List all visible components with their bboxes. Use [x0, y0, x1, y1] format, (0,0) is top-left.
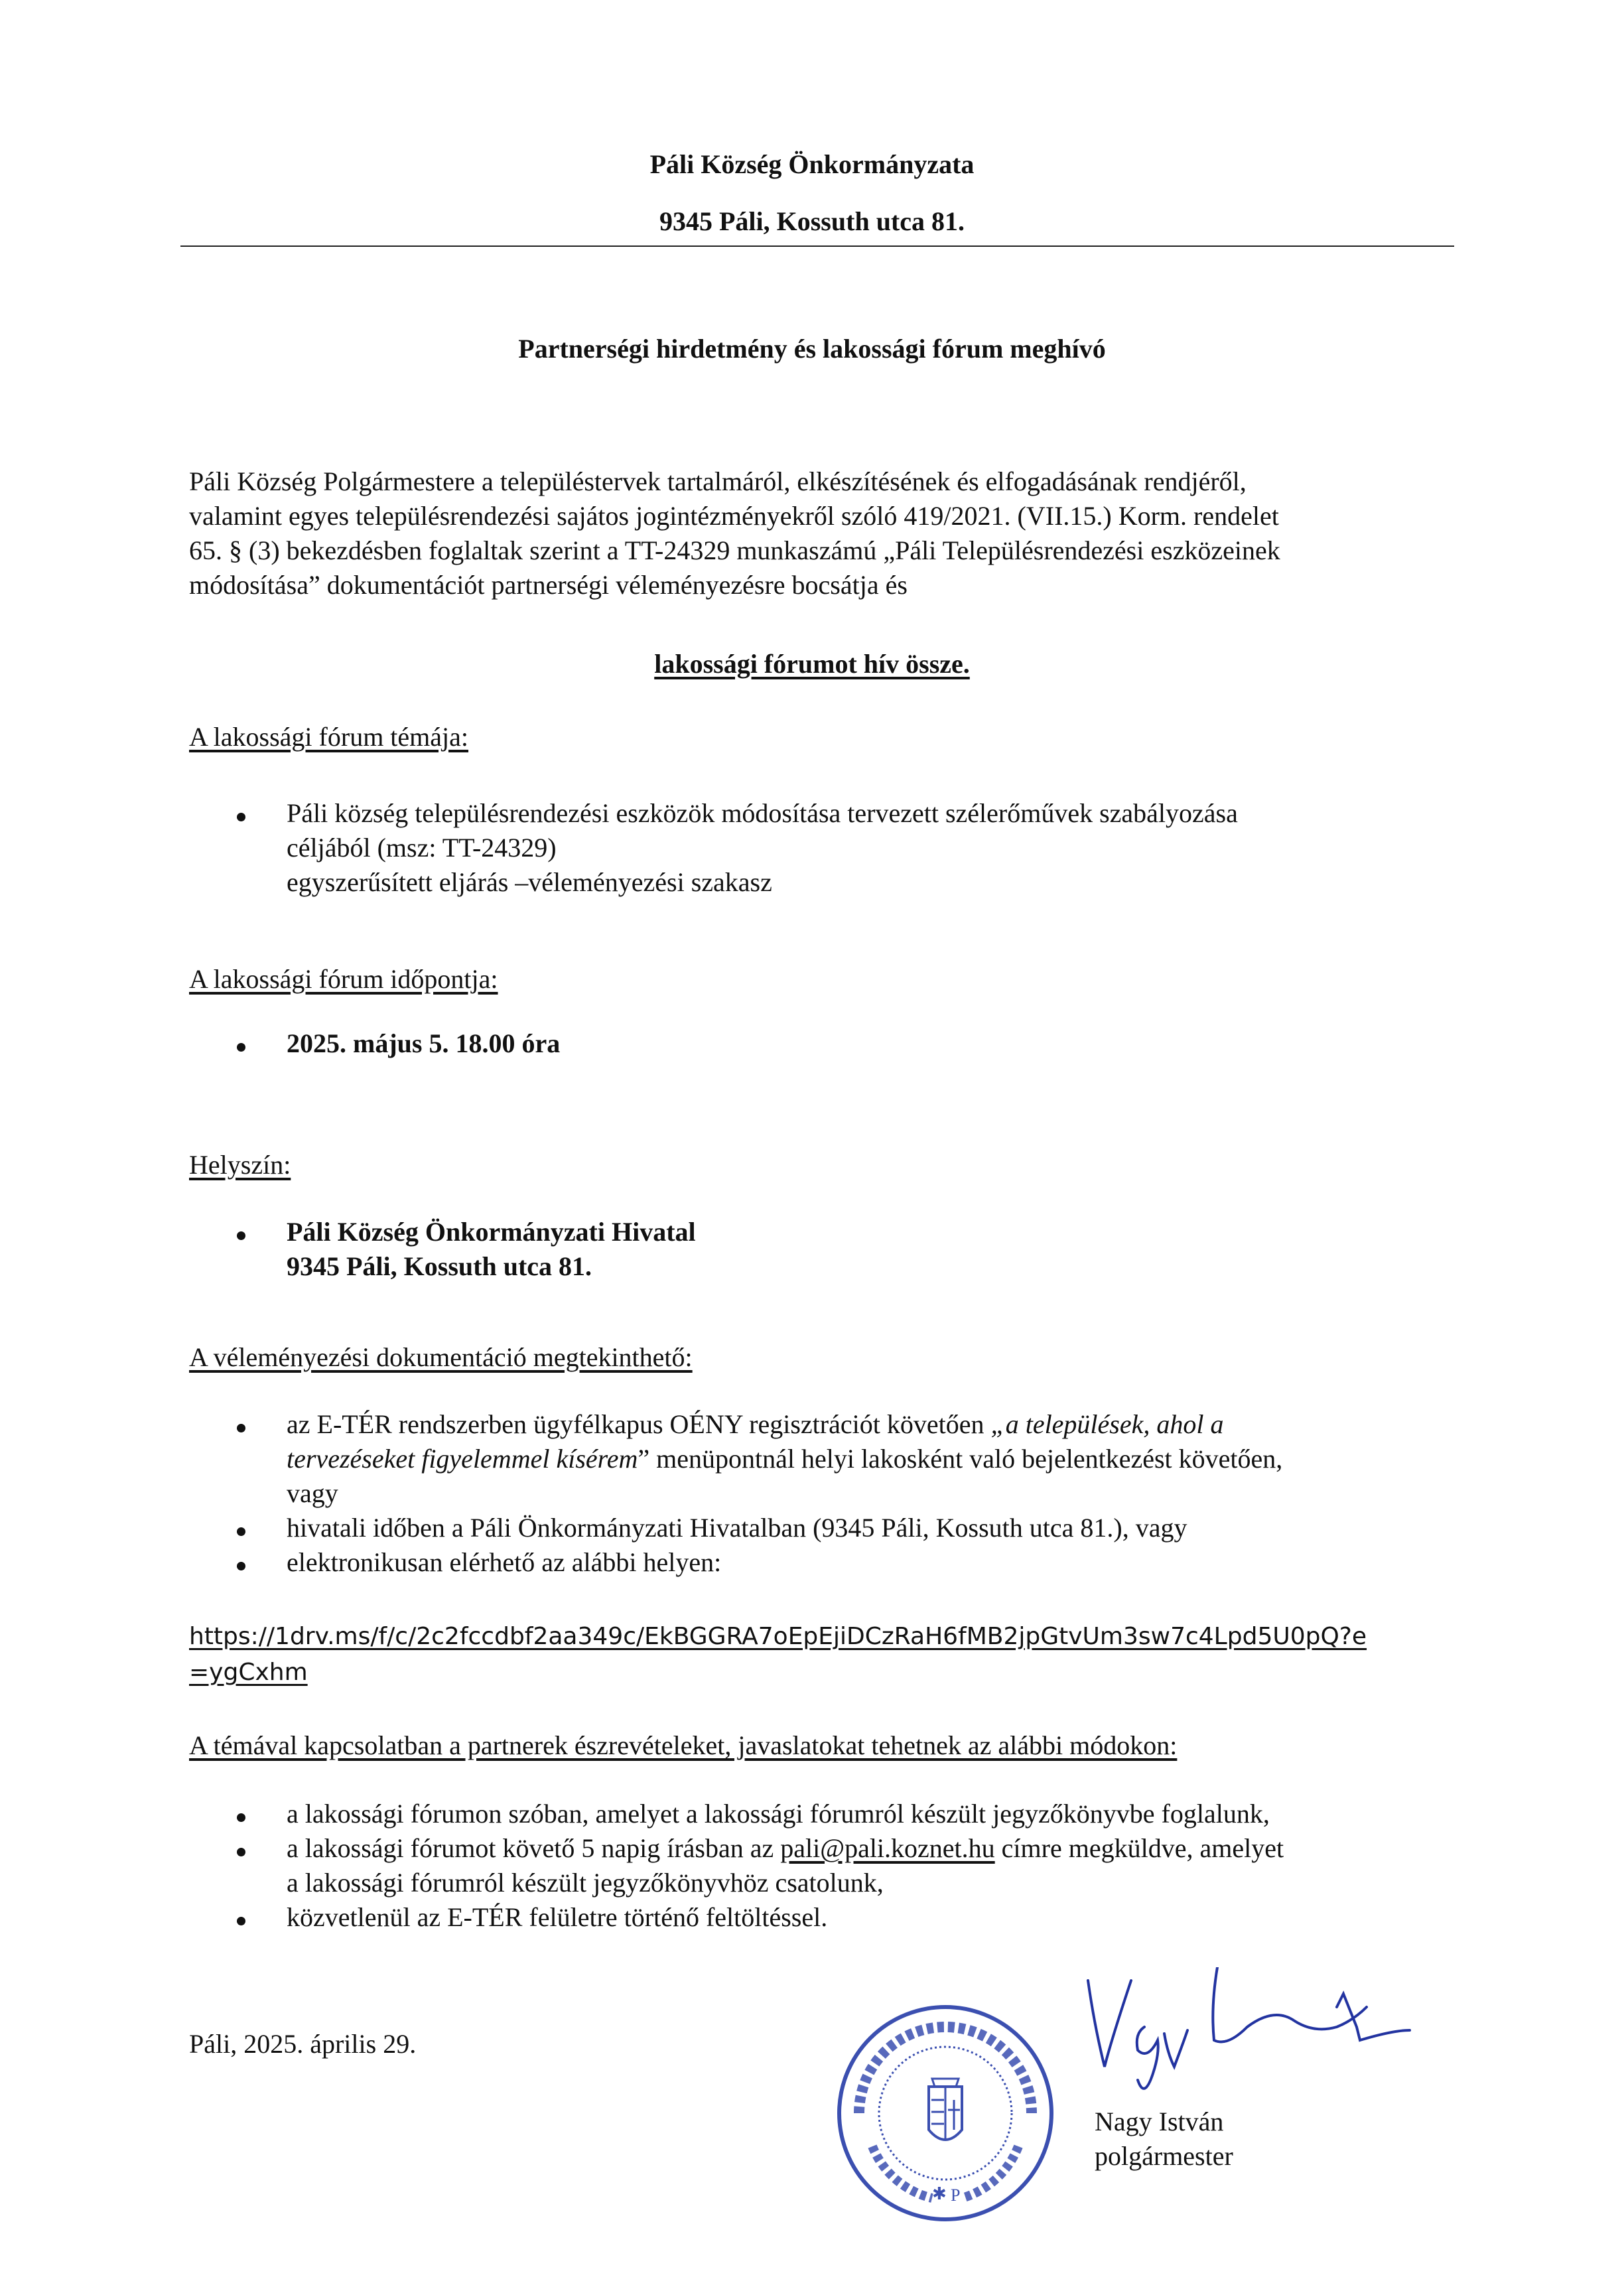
bullet — [237, 813, 245, 821]
header-divider — [180, 245, 1454, 247]
documentation-item-office: hivatali időben a Páli Önkormányzati Hivatalban (9345 Páli, Kossuth utca 81.), vagy — [287, 1513, 1187, 1543]
topic-line: céljából (msz: TT-24329) — [287, 833, 557, 863]
doc-line — [287, 1442, 1446, 1476]
doc-menu-name: tervezéseket figyelemmel kísérem — [287, 1444, 638, 1474]
topic-line: egyszerűsített eljárás –véleményezési szakasz — [287, 867, 772, 897]
comments-line: a lakossági fórumról készült jegyzőkönyvhöz csatolunk, — [287, 1868, 884, 1898]
signer-name: Nagy István — [1095, 2107, 1224, 2136]
bullet — [237, 1562, 245, 1570]
bullet — [237, 1231, 245, 1240]
documentation-link[interactable] — [189, 1619, 1367, 1691]
comments-item-written — [287, 1831, 1446, 1900]
signature-graphic — [1075, 1967, 1420, 2126]
comments-item-upload: közvetlenül az E-TÉR felületre történő feltöltéssel. — [287, 1902, 828, 1932]
official-stamp — [833, 2000, 1058, 2226]
document-date: Páli, 2025. április 29. — [189, 2029, 417, 2059]
forum-call: lakossági fórumot hív össze. — [654, 649, 970, 679]
intro-line: módosítása” dokumentációt partnerségi véleményezésre bocsátja és — [189, 570, 908, 600]
forum-date: 2025. május 5. 18.00 óra — [287, 1028, 561, 1058]
intro-line: Páli Község Polgármestere a településtervek tartalmáról, elkészítésének és elfogadásának rendjéről, — [189, 466, 1247, 496]
svg-text:✱: ✱ — [932, 2184, 947, 2203]
comments-text: címre megküldve, amelyet — [1001, 1833, 1284, 1863]
bullet — [237, 1813, 245, 1822]
documentation-item-eter — [287, 1407, 1446, 1511]
time-heading: A lakossági fórum időpontja: — [189, 964, 498, 994]
documentation-heading: A véleményezési dokumentáció megtekinthető: — [189, 1342, 693, 1372]
topic-heading: A lakossági fórum témája: — [189, 722, 469, 752]
intro-line: valamint egyes településrendezési sajátos jogintézményekről szóló 419/2021. (VII.15.) Korm. rendelet — [189, 501, 1279, 531]
bullet — [237, 1043, 245, 1052]
doc-text: ” menüpontnál helyi lakosként való bejelentkezést követően, — [638, 1444, 1283, 1474]
signer-title: polgármester — [1095, 2141, 1233, 2171]
doc-menu-name: „a települések, ahol a — [990, 1409, 1224, 1439]
topic-item — [287, 796, 1446, 900]
comments-text: a lakossági fórumot követő 5 napig írásban az — [287, 1833, 774, 1863]
intro-paragraph — [189, 464, 1446, 602]
bullet — [237, 1848, 245, 1856]
venue-heading: Helyszín: — [189, 1150, 291, 1180]
organization-name: Páli Község Önkormányzata — [649, 149, 975, 179]
doc-line: vagy — [287, 1478, 338, 1508]
comments-heading: A témával kapcsolatban a partnerek észrevételeket, javaslatokat tehetnek az alábbi módokon: — [189, 1730, 1178, 1760]
link-line[interactable]: https://1drv.ms/f/c/2c2fccdbf2aa349c/EkBGGRA7oEpEjiDCzRaH6fMB2jpGtvUm3sw7c4Lpd5U0pQ?e — [189, 1623, 1367, 1650]
venue-name: Páli Község Önkormányzati Hivatal — [287, 1217, 696, 1247]
documentation-item-online: elektronikusan elérhető az alábbi helyen: — [287, 1547, 722, 1577]
handwritten-signature — [1075, 1967, 1420, 2126]
email-link[interactable]: pali@pali.koznet.hu — [780, 1833, 995, 1863]
topic-line: Páli község településrendezési eszközök módosítása tervezett szélerőművek szabályozása — [287, 798, 1238, 828]
svg-text:P: P — [951, 2186, 961, 2205]
link-line[interactable]: =ygCxhm — [189, 1659, 308, 1686]
document-title: Partnerségi hirdetmény és lakossági fórum meghívó — [518, 334, 1106, 364]
bullet — [237, 1527, 245, 1536]
bullet — [237, 1424, 245, 1432]
bullet — [237, 1917, 245, 1925]
doc-line — [287, 1407, 1446, 1442]
stamp-graphic — [833, 2000, 1058, 2226]
organization-address: 9345 Páli, Kossuth utca 81. — [659, 206, 965, 236]
comments-item-oral: a lakossági fórumon szóban, amelyet a lakossági fórumról készült jegyzőkönyvbe foglalunk, — [287, 1799, 1270, 1829]
intro-line: 65. § (3) bekezdésben foglaltak szerint a TT-24329 munkaszámú „Páli Településrendezési eszközeinek — [189, 535, 1280, 565]
doc-text: az E-TÉR rendszerben ügyfélkapus OÉNY regisztrációt követően — [287, 1409, 984, 1439]
venue-address: 9345 Páli, Kossuth utca 81. — [287, 1251, 592, 1281]
comments-line — [287, 1831, 1446, 1866]
